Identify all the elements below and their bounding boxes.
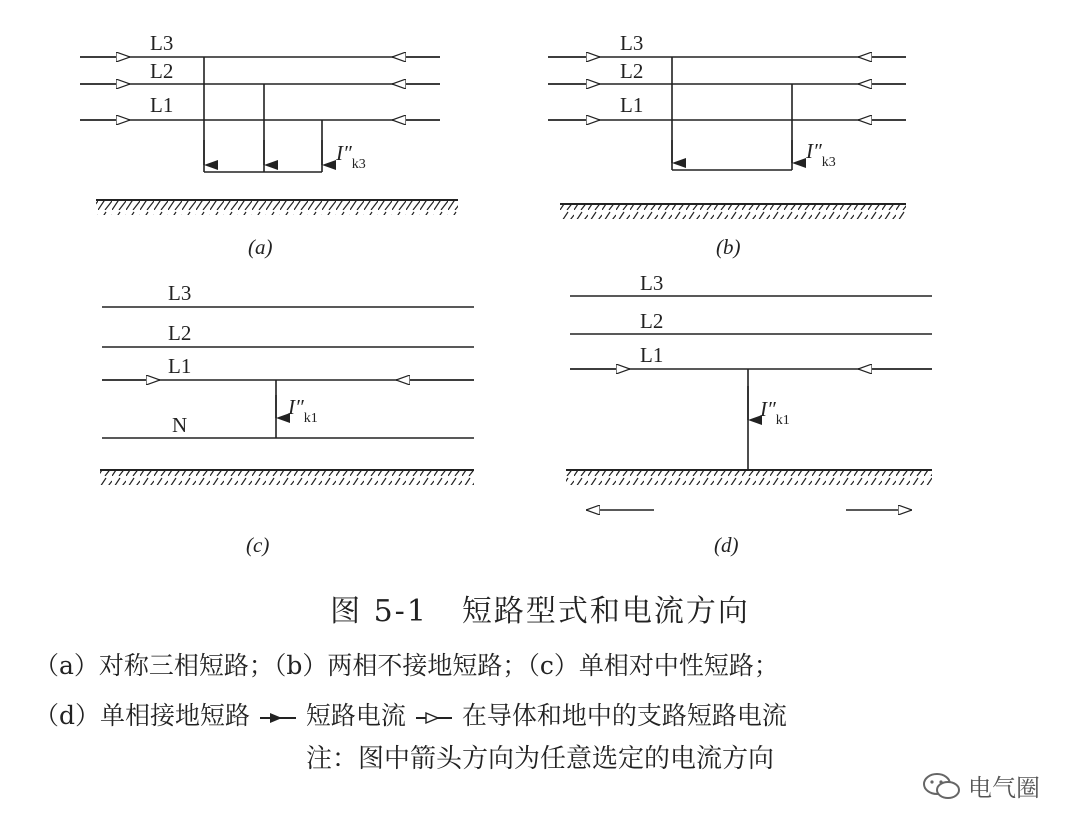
caption-line-2-c: 在导体和地中的支路短路电流	[461, 701, 787, 730]
panel-a	[80, 31, 458, 259]
current-label: I″k3	[806, 139, 836, 170]
label-n: N	[172, 413, 188, 437]
panel-label: (d)	[714, 533, 739, 557]
watermark	[922, 768, 1040, 803]
label-l1: L1	[620, 93, 644, 117]
panel-d	[566, 271, 932, 557]
label-l1: L1	[168, 354, 192, 378]
panel-label: (b)	[716, 235, 741, 259]
current-label: I″k1	[760, 397, 790, 428]
current-label: I″k1	[288, 395, 318, 426]
caption-line-1: （a）对称三相短路；（b）两相不接地短路；（c）单相对中性短路；	[34, 651, 779, 680]
ground-hatch	[566, 471, 932, 485]
label-l3: L3	[150, 31, 174, 55]
current-label: I″k3	[336, 141, 366, 172]
label-l2: L2	[150, 59, 174, 83]
label-l2: L2	[168, 321, 192, 345]
figure-number: 图 5-1	[330, 594, 428, 629]
hollow-arrow-legend-icon	[416, 711, 452, 725]
label-l3: L3	[620, 31, 644, 55]
figure-title	[0, 586, 1080, 630]
solid-arrow-legend-icon	[260, 711, 296, 725]
ground-hatch	[560, 205, 906, 219]
caption-line-2-b: 短路电流	[305, 701, 406, 730]
caption-line-2-a: （d）单相接地短路	[34, 701, 251, 730]
panel-label: (a)	[248, 235, 273, 259]
ground-hatch	[96, 201, 458, 215]
label-l3: L3	[168, 281, 192, 305]
ground-hatch	[100, 471, 474, 485]
panel-label: (c)	[246, 533, 270, 557]
watermark-text: 电气圈	[968, 774, 1040, 802]
panel-b	[548, 31, 906, 259]
label-l2: L2	[640, 309, 664, 333]
label-l3: L3	[640, 271, 664, 295]
wechat-icon	[922, 771, 962, 801]
figure-title-text: 短路型式和电流方向	[461, 594, 750, 629]
label-l2: L2	[620, 59, 644, 83]
caption-line-2	[34, 696, 787, 732]
panel-c	[100, 281, 474, 557]
caption-note: 注：图中箭头方向为任意选定的电流方向	[305, 744, 774, 774]
label-l1: L1	[640, 343, 664, 367]
label-l1: L1	[150, 93, 174, 117]
